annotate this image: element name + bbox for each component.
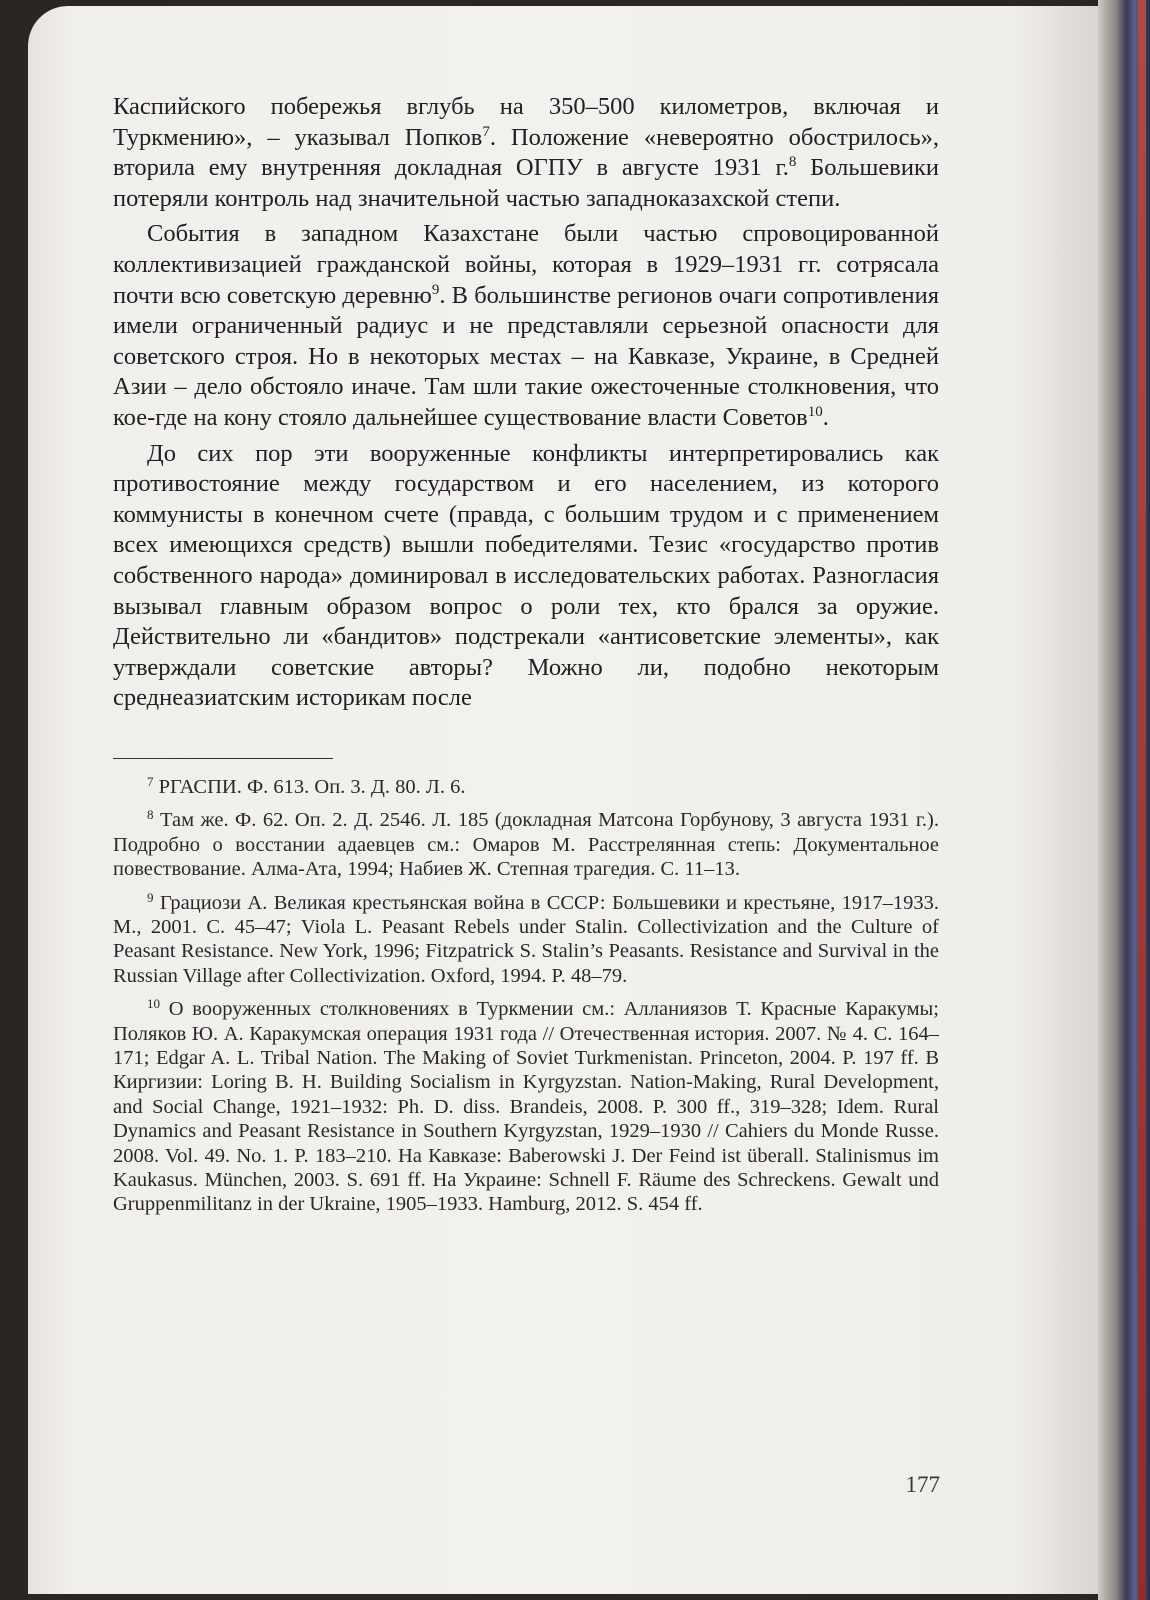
footnotes xyxy=(113,775,939,1217)
text-run: Каспийского побережья вглубь на 350–500 километров, включая и Туркмению», – указывал Попков xyxy=(113,93,939,151)
text-run: . Положение «невероятно обострилось», вторила ему внутренняя докладная ОГПУ в августе 1931 г. xyxy=(113,123,939,182)
footnote-ref-9: 9 xyxy=(431,281,440,298)
footnote-10 xyxy=(113,997,939,1217)
footnote-text: Грациози А. Великая крестьянская война в СССР: Большевики и крестьяне, 1917–1933. М., 2001. С. 45–47; Viola L. Peasant Rebels under Stalin. Collectivization and the Culture of Peasant Resistance. New York, 1996; Fitzpatrick S. Stalin’s Peasants. Resistance and Survival in the Russian Village after Collectivization. Oxford, 1994. P. 48–79. xyxy=(113,891,940,987)
paragraph-3: До сих пор эти вооруженные конфликты интерпретировались как противостояние между государством и его населением, из которого коммунисты в конечном счете (правда, с большим трудом и с применением всех имеющихся средств) вышли победителями. Тезис «государство против собственного народа» доминировал в исследовательских работах. Разногласия вызывал главным образом вопрос о роли тех, кто брался за оружие. Действительно ли «бандитов» подстрекали «антисоветские элементы», как утверждали советские авторы? Можно ли, подобно некоторым среднеазиатским историкам после xyxy=(113,439,939,712)
text-run: . xyxy=(822,403,829,431)
footnote-ref-7: 7 xyxy=(482,123,490,140)
footnote-text: Там же. Ф. 62. Оп. 2. Д. 2546. Л. 185 (докладная Матсона Горбунову, 3 августа 1931 г.). Подробно о восстании адаевцев см.: Омаров М. Расстрелянная степь: Документальное повествование. Алма-Ата, 1994; Набиев Ж. Степная трагедия. С. 11–13. xyxy=(113,809,939,881)
text-run: Большевики потеряли контроль над значительной частью западноказахской степи. xyxy=(113,154,939,212)
footnote-number: 10 xyxy=(147,996,160,1012)
footnote-text: О вооруженных столкновениях в Туркмении см.: Алланиязов Т. Красные Каракумы; Поляков Ю. А. Каракумская операция 1931 года // Отечественная история. 2007. № 4. С. 164–171; Edgar A. L. Tribal Nation. The Making of Soviet Turkmenistan. Princeton, 2004. P. 197 ff. В Киргизии: Loring B. H. Building Socialism in Kyrgyzstan. Nation-Making, Rural Development, and Social Change, 1921–1932: Ph. D. diss. Brandeis, 2008. P. 300 ff., 319–328; Idem. Rural Dynamics and Peasant Resistance in Southern Kyrgyzstan, 1929–1930 // Cahiers du Monde Russe. 2008. Vol. 49. No. 1. P. 183–210. На Кавказе: Baberowski J. Der Feind ist überall. Stalinismus im Kaukasus. München, 2003. S. 691 ff. На Украине: Schnell F. Räume des Schreckens. Gewalt und Gruppenmilitanz in der Ukraine, 1905–1933. Hamburg, 2012. S. 454 ff. xyxy=(113,998,940,1216)
footnote-9 xyxy=(113,891,939,989)
footnote-8 xyxy=(113,808,939,881)
footnote-number: 9 xyxy=(147,889,154,905)
footnote-ref-8: 8 xyxy=(788,154,797,171)
text-run: События в западном Казахстане были частью спровоцированной коллективизацией гражданской войны, которая в 1929–1931 гг. сотрясала почти всю советскую деревню xyxy=(113,220,939,309)
page-content xyxy=(113,92,939,1217)
page-number: 177 xyxy=(905,1472,940,1497)
paragraph-2 xyxy=(113,219,939,433)
paragraph-1 xyxy=(113,92,939,214)
footnote-divider xyxy=(113,758,333,759)
footnote-number: 7 xyxy=(147,773,154,789)
body-text xyxy=(113,92,939,714)
text-run: . В большинстве регионов очаги сопротивления имели ограниченный радиус и не представляли серьезной опасности для советского строя. Но в некоторых местах – на Кавказе, Украине, в Средней Азии – дело обстояло иначе. Там шли такие ожесточенные столкновения, что кое-где на кону стояло дальнейшее существование власти Советов xyxy=(113,281,939,431)
footnote-number: 8 xyxy=(147,807,154,823)
footnote-ref-10: 10 xyxy=(807,403,823,420)
book-ribbon xyxy=(1138,0,1146,1600)
footnote-text: РГАСПИ. Ф. 613. Оп. 3. Д. 80. Л. 6. xyxy=(158,775,466,798)
footnote-7 xyxy=(113,775,939,799)
